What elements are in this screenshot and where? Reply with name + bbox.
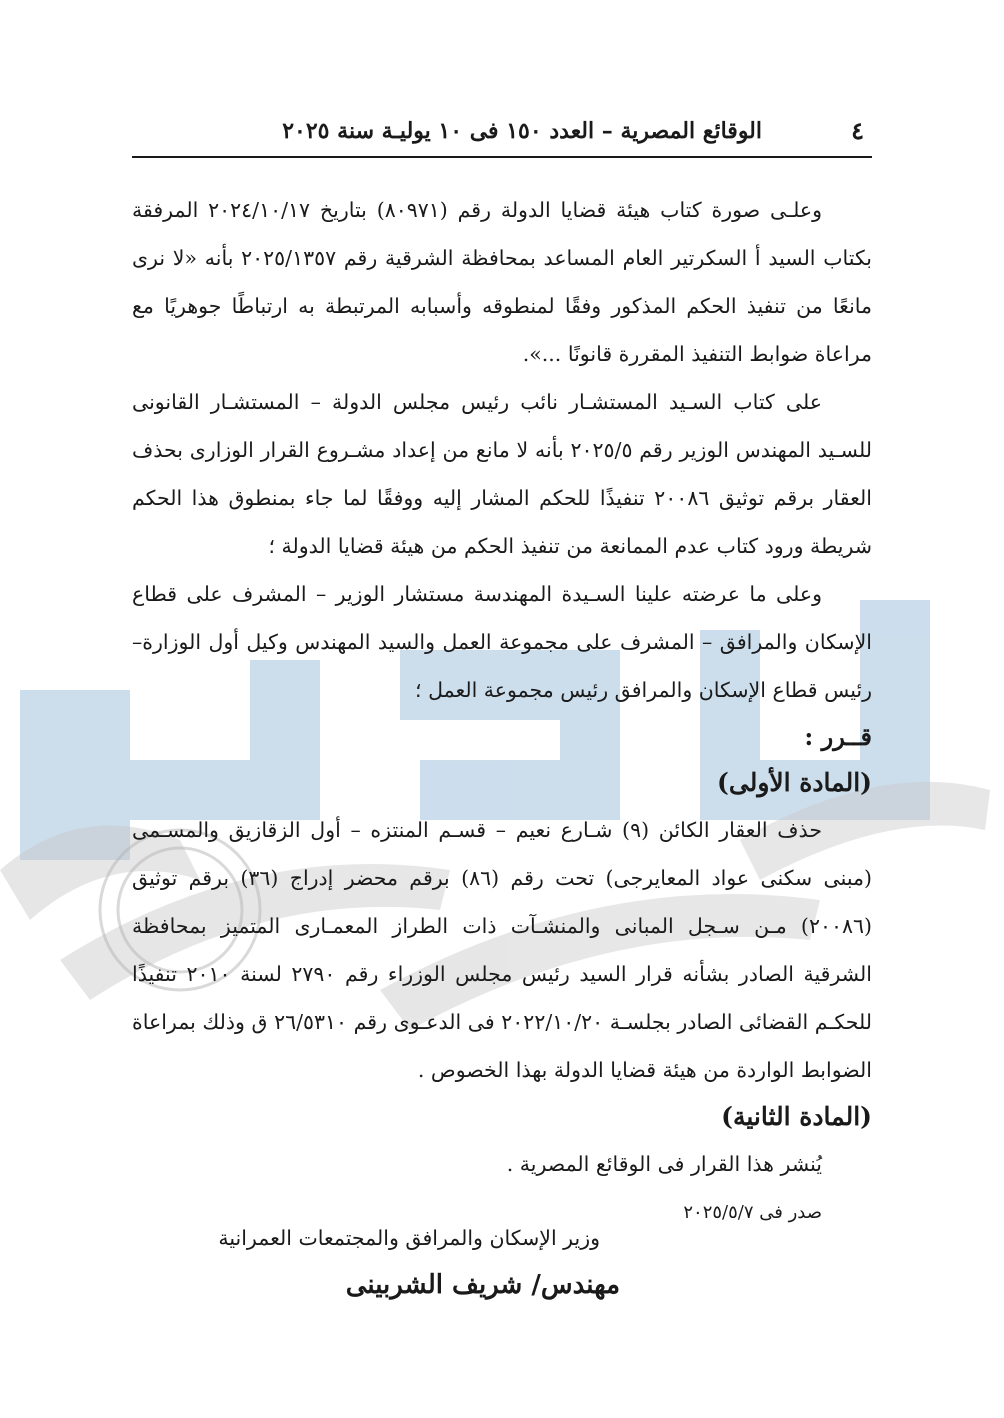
paragraph-1: وعلـى صورة كتاب هيئة قضايا الدولة رقم (٨٠٩٧١) بتاريخ ٢٠٢٤/١٠/١٧ المرفقة بكتاب السيد أ السكرتير العام المساعد بمحافظة الشرقية رقم ٢٠٢٥/١٣٥٧ بأنه «لا نرى مانعًا من تنفيذ الحكم المذكور وفقًا لمنطوقه وأسبابه المرتبطة به ارتباطًا جوهريًا مع مراعاة ضوابط التنفيذ المقررة قانونًا ...». [132, 198, 872, 366]
paragraph-2: على كتاب السـيد المستشـار نائب رئيس مجلس الدولة – المستشـار القانونى للسـيد المهندس الوزير رقم ٢٠٢٥/٥ بأنه لا مانع من إعداد مشـروع القرار الوزارى بحذف العقار برقم توثيق ٢٠٠٨٦ تنفيذًا للحكم المشار إليه ووفقًا لما جاء بمنطوق هذا الحكم شريطة ورود كتاب عدم الممانعة من تنفيذ الحكم من هيئة قضايا الدولة ؛ [132, 390, 872, 558]
minister-name: مهندس/ شريف الشربينى [345, 1270, 620, 1300]
article-one-text: حذف العقار الكائن (٩) شـارع نعيم – قسـم المنتزه – أول الزقازيق والمسـمى (مبنى سكنى عواد المعايرجى) تحت رقم (٨٦) برقم محضر إدراج (٣٦) برقم توثيق (٢٠٠٨٦) مـن سـجل المبانى والمنشـآت ذات الطراز المعمـارى المتميز بمحافظة الشرقية الصادر بشأنه قرار السيد رئيس مجلس الوزراء رقم ٢٧٩٠ لسنة ٢٠١٠ تنفيذًا للحكـم القضائى الصادر بجلسـة ٢٠٢٢/١٠/٢٠ فى الدعـوى رقم ٢٦/٥٣١٠ ق وذلك بمراعاة الضوابط الواردة من هيئة قضايا الدولة بهذا الخصوص . [132, 818, 872, 1082]
paragraph-3: وعلى ما عرضته علينا السـيدة المهندسة مستشار الوزير – المشرف على قطاع الإسكان والمرافق – المشرف على مجموعة العمل والسيد المهندس وكيل أول الوزارة– رئيس قطاع الإسكان والمرافق رئيس مجموعة العمل ؛ [132, 582, 872, 702]
minister-title: وزير الإسكان والمرافق والمجتمعات العمرانية [218, 1226, 600, 1250]
page-number: ٤ [851, 116, 864, 145]
issue-line: الوقائع المصرية – العدد ١٥٠ فى ١٠ يوليـة سنة ٢٠٢٥ [282, 118, 762, 144]
decision-heading: قــرر : [804, 722, 872, 751]
decree-body [132, 186, 872, 1238]
article-one-title: (المادة الأولى) [717, 768, 872, 797]
page-header [132, 112, 872, 158]
article-two-title: (المادة الثانية) [721, 1102, 872, 1131]
issue-date: صدر فى ٢٠٢٥/٥/٧ [683, 1202, 822, 1223]
article-two-text: يُنشر هذا القرار فى الوقائع المصرية . [506, 1152, 822, 1176]
